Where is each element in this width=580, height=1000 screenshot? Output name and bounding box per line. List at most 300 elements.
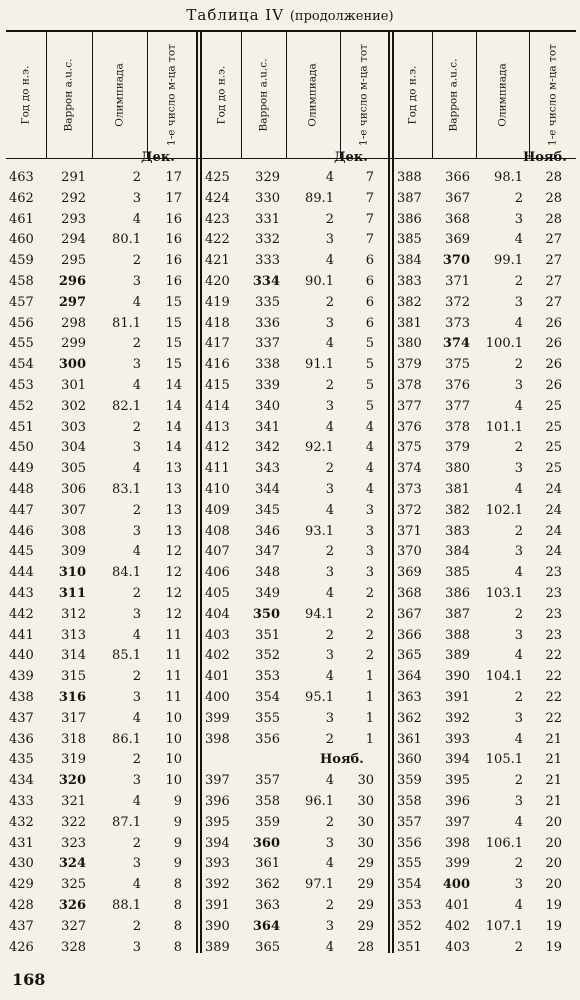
- cell-thoth-day: 22: [545, 669, 562, 685]
- cell-varro-auc: 308: [61, 523, 86, 539]
- cell-thoth-day: 6: [365, 274, 374, 289]
- header-year-bc: [202, 34, 241, 156]
- cell-olympiad: 88.1: [112, 898, 141, 913]
- cell-varro-auc: 323: [61, 835, 86, 851]
- cell-year-bc: 382: [397, 294, 422, 310]
- cell-varro-auc: 377: [445, 398, 470, 414]
- cell-varro-auc: 382: [445, 502, 470, 518]
- cell-thoth-day: 11: [165, 669, 182, 685]
- cell-olympiad: 2: [132, 170, 141, 185]
- cell-olympiad: 80.1: [112, 232, 141, 248]
- cell-year-bc: 404: [205, 606, 230, 622]
- cell-thoth-day: 28: [545, 190, 562, 206]
- cell-thoth-day: 1: [365, 731, 374, 747]
- cell-olympiad: 82.1: [112, 398, 141, 414]
- cell-varro-auc: 376: [445, 378, 470, 393]
- cell-varro-auc: 307: [61, 502, 86, 518]
- cell-year-bc: 426: [9, 939, 34, 955]
- cell-varro-auc: 356: [255, 731, 280, 747]
- cell-thoth-day: 27: [545, 232, 562, 248]
- cell-thoth-day: 13: [165, 523, 182, 539]
- cell-olympiad: 3: [132, 939, 141, 955]
- cell-varro-auc: 336: [255, 315, 280, 331]
- cell-varro-auc: 310: [58, 565, 86, 581]
- cell-varro-auc: 299: [61, 336, 86, 352]
- cell-year-bc: 437: [9, 918, 34, 934]
- cell-varro-auc: 402: [445, 918, 470, 934]
- cell-year-bc: 375: [397, 440, 422, 456]
- cell-olympiad: 2: [132, 502, 141, 518]
- cell-varro-auc: 365: [255, 939, 280, 955]
- cell-thoth-day: 8: [173, 877, 182, 893]
- cell-olympiad: 4: [514, 814, 523, 830]
- cell-thoth-day: 24: [545, 502, 562, 518]
- month-mark: Дек.: [334, 150, 368, 165]
- cell-thoth-day: 1: [365, 669, 374, 685]
- header-year-bc: [394, 34, 432, 156]
- cell-varro-auc: 340: [255, 398, 280, 414]
- cell-olympiad: 3: [325, 835, 334, 851]
- cell-thoth-day: 10: [165, 710, 182, 726]
- cell-varro-auc: 337: [255, 336, 280, 352]
- cell-varro-auc: 297: [58, 294, 86, 310]
- cell-varro-auc: 358: [255, 794, 280, 809]
- header-column-separator: [286, 32, 287, 158]
- cell-olympiad: 3: [132, 690, 141, 705]
- cell-thoth-day: 19: [545, 918, 562, 934]
- cell-thoth-day: 15: [165, 315, 182, 331]
- cell-year-bc: 381: [397, 315, 422, 331]
- cell-year-bc: 459: [9, 253, 34, 269]
- cell-thoth-day: 26: [545, 315, 562, 331]
- cell-varro-auc: 372: [445, 294, 470, 310]
- cell-thoth-day: 21: [545, 731, 562, 747]
- cell-olympiad: 85.1: [112, 648, 141, 664]
- cell-thoth-day: 6: [365, 315, 374, 331]
- cell-thoth-day: 9: [173, 856, 182, 872]
- cell-year-bc: 365: [397, 648, 422, 664]
- cell-year-bc: 424: [205, 190, 230, 206]
- cell-year-bc: 367: [397, 606, 422, 622]
- cell-olympiad: 3: [514, 544, 523, 560]
- cell-year-bc: 458: [9, 274, 34, 289]
- cell-thoth-day: 11: [165, 627, 182, 643]
- cell-year-bc: 376: [397, 419, 422, 435]
- cell-thoth-day: 23: [545, 627, 562, 643]
- cell-olympiad: 2: [132, 586, 141, 601]
- cell-thoth-day: 7: [365, 190, 374, 206]
- cell-year-bc: 454: [9, 357, 34, 373]
- cell-year-bc: 359: [397, 773, 422, 789]
- cell-thoth-day: 20: [545, 835, 562, 851]
- cell-varro-auc: 347: [255, 544, 280, 560]
- cell-varro-auc: 305: [61, 461, 86, 477]
- header-first-of-thoth-text: 1-е число м-ца тот: [165, 44, 177, 146]
- cell-year-bc: 407: [205, 544, 230, 560]
- cell-thoth-day: 4: [365, 419, 374, 435]
- cell-year-bc: 384: [397, 253, 422, 269]
- cell-olympiad: 81.1: [112, 315, 141, 331]
- table-title-main: Таблица IV: [186, 6, 285, 24]
- cell-olympiad: 94.1: [305, 606, 334, 622]
- cell-olympiad: 100.1: [485, 336, 523, 352]
- cell-thoth-day: 28: [545, 211, 562, 227]
- header-olympiad: [476, 34, 529, 156]
- cell-varro-auc: 384: [445, 544, 470, 560]
- header-varro-auc: [432, 34, 476, 156]
- header-olympiad-text: Олимпиада: [306, 63, 319, 127]
- cell-year-bc: 369: [397, 565, 422, 581]
- cell-thoth-day: 20: [545, 877, 562, 893]
- cell-thoth-day: 3: [365, 502, 374, 518]
- cell-olympiad: 2: [132, 669, 141, 685]
- cell-year-bc: 406: [205, 565, 230, 581]
- cell-olympiad: 4: [132, 710, 141, 726]
- cell-varro-auc: 329: [255, 170, 280, 185]
- cell-year-bc: 387: [397, 190, 422, 206]
- header-column-separator: [92, 32, 93, 158]
- cell-thoth-day: 2: [365, 627, 374, 643]
- cell-olympiad: 2: [325, 211, 334, 227]
- cell-olympiad: 3: [514, 794, 523, 809]
- cell-year-bc: 425: [205, 170, 230, 185]
- cell-year-bc: 352: [397, 918, 422, 934]
- cell-varro-auc: 388: [445, 627, 470, 643]
- cell-varro-auc: 291: [61, 170, 86, 185]
- cell-year-bc: 371: [397, 523, 422, 539]
- cell-varro-auc: 370: [442, 253, 470, 269]
- cell-varro-auc: 331: [255, 211, 280, 227]
- cell-olympiad: 2: [132, 419, 141, 435]
- cell-varro-auc: 378: [445, 419, 470, 435]
- header-olympiad: [286, 34, 340, 156]
- month-mark: Дек.: [141, 150, 175, 165]
- cell-year-bc: 451: [9, 419, 34, 435]
- cell-olympiad: 3: [132, 190, 141, 206]
- cell-olympiad: 2: [325, 544, 334, 560]
- cell-thoth-day: 26: [545, 336, 562, 352]
- cell-year-bc: 399: [205, 710, 230, 726]
- cell-olympiad: 4: [132, 794, 141, 809]
- cell-varro-auc: 359: [255, 814, 280, 830]
- cell-varro-auc: 366: [445, 170, 470, 185]
- cell-thoth-day: 24: [545, 544, 562, 560]
- cell-thoth-day: 9: [173, 814, 182, 830]
- cell-thoth-day: 4: [365, 440, 374, 456]
- cell-varro-auc: 320: [58, 773, 86, 789]
- block-divider: [392, 31, 394, 953]
- cell-year-bc: 419: [205, 294, 230, 310]
- cell-olympiad: 2: [514, 939, 523, 955]
- cell-olympiad: 4: [132, 544, 141, 560]
- cell-year-bc: 444: [9, 565, 34, 581]
- cell-thoth-day: 8: [173, 918, 182, 934]
- header-first-of-thoth: [529, 34, 576, 156]
- cell-olympiad: 4: [325, 170, 334, 185]
- cell-year-bc: 355: [397, 856, 422, 872]
- cell-thoth-day: 3: [365, 523, 374, 539]
- cell-thoth-day: 12: [165, 565, 182, 581]
- block-divider: [200, 31, 202, 953]
- cell-year-bc: 408: [205, 523, 230, 539]
- cell-thoth-day: 20: [545, 814, 562, 830]
- cell-year-bc: 363: [397, 690, 422, 705]
- header-column-separator: [340, 32, 341, 158]
- cell-year-bc: 417: [205, 336, 230, 352]
- cell-olympiad: 3: [514, 378, 523, 393]
- cell-thoth-day: 23: [545, 586, 562, 601]
- cell-year-bc: 448: [9, 482, 34, 497]
- cell-olympiad: 93.1: [305, 523, 334, 539]
- cell-thoth-day: 7: [365, 211, 374, 227]
- cell-thoth-day: 14: [165, 419, 182, 435]
- cell-thoth-day: 27: [545, 294, 562, 310]
- cell-thoth-day: 28: [545, 170, 562, 185]
- cell-varro-auc: 387: [445, 606, 470, 622]
- cell-varro-auc: 397: [445, 814, 470, 830]
- cell-olympiad: 4: [325, 253, 334, 269]
- cell-varro-auc: 326: [58, 898, 86, 913]
- cell-year-bc: 452: [9, 398, 34, 414]
- cell-varro-auc: 375: [445, 357, 470, 373]
- cell-year-bc: 361: [397, 731, 422, 747]
- cell-thoth-day: 21: [545, 794, 562, 809]
- month-mark: Нояб.: [523, 150, 567, 165]
- cell-olympiad: 2: [325, 461, 334, 477]
- cell-varro-auc: 374: [442, 336, 470, 352]
- cell-olympiad: 2: [132, 336, 141, 352]
- cell-olympiad: 101.1: [485, 419, 523, 435]
- cell-thoth-day: 9: [173, 835, 182, 851]
- cell-year-bc: 423: [205, 211, 230, 227]
- block-divider: [196, 31, 198, 953]
- cell-olympiad: 3: [325, 648, 334, 664]
- cell-thoth-day: 29: [357, 918, 374, 934]
- cell-year-bc: 403: [205, 627, 230, 643]
- cell-varro-auc: 385: [445, 565, 470, 581]
- cell-olympiad: 92.1: [305, 440, 334, 456]
- cell-varro-auc: 400: [442, 877, 470, 893]
- cell-olympiad: 89.1: [305, 190, 334, 206]
- cell-varro-auc: 292: [61, 190, 86, 206]
- cell-year-bc: 378: [397, 378, 422, 393]
- cell-thoth-day: 13: [165, 461, 182, 477]
- header-varro-auc-text: Варрон a.u.c.: [257, 58, 269, 132]
- cell-olympiad: 3: [325, 565, 334, 581]
- cell-thoth-day: 14: [165, 378, 182, 393]
- cell-thoth-day: 15: [165, 336, 182, 352]
- cell-varro-auc: 357: [255, 773, 280, 789]
- cell-varro-auc: 403: [445, 939, 470, 955]
- cell-thoth-day: 23: [545, 565, 562, 581]
- cell-olympiad: 4: [325, 773, 334, 789]
- cell-olympiad: 2: [514, 856, 523, 872]
- cell-thoth-day: 16: [165, 211, 182, 227]
- cell-varro-auc: 316: [58, 690, 86, 705]
- cell-olympiad: 2: [132, 835, 141, 851]
- cell-varro-auc: 395: [445, 773, 470, 789]
- cell-varro-auc: 328: [61, 939, 86, 955]
- cell-thoth-day: 24: [545, 482, 562, 497]
- cell-thoth-day: 2: [365, 648, 374, 664]
- cell-year-bc: 436: [9, 731, 34, 747]
- cell-varro-auc: 303: [61, 419, 86, 435]
- cell-varro-auc: 332: [255, 232, 280, 248]
- cell-varro-auc: 314: [61, 648, 86, 664]
- cell-olympiad: 3: [325, 398, 334, 414]
- cell-year-bc: 362: [397, 710, 422, 726]
- cell-thoth-day: 30: [357, 814, 374, 830]
- cell-thoth-day: 22: [545, 710, 562, 726]
- cell-varro-auc: 354: [255, 690, 280, 705]
- cell-varro-auc: 360: [252, 835, 280, 851]
- cell-varro-auc: 338: [255, 357, 280, 373]
- cell-olympiad: 99.1: [494, 253, 523, 269]
- cell-year-bc: 409: [205, 502, 230, 518]
- cell-olympiad: 4: [132, 294, 141, 310]
- cell-olympiad: 104.1: [485, 669, 523, 685]
- cell-olympiad: 2: [514, 606, 523, 622]
- cell-year-bc: 457: [9, 294, 34, 310]
- cell-varro-auc: 371: [445, 274, 470, 289]
- cell-varro-auc: 383: [445, 523, 470, 539]
- cell-thoth-day: 7: [365, 170, 374, 185]
- cell-varro-auc: 368: [445, 211, 470, 227]
- cell-olympiad: 3: [132, 440, 141, 456]
- header-column-separator: [46, 32, 47, 158]
- cell-olympiad: 3: [514, 211, 523, 227]
- cell-olympiad: 3: [325, 232, 334, 248]
- cell-olympiad: 3: [514, 877, 523, 893]
- header-first-of-thoth-text: 1-е число м-ца тот: [357, 44, 370, 146]
- cell-year-bc: 441: [9, 627, 34, 643]
- cell-varro-auc: 327: [61, 918, 86, 934]
- cell-year-bc: 434: [9, 773, 34, 789]
- cell-year-bc: 413: [205, 419, 230, 435]
- cell-thoth-day: 1: [365, 690, 374, 705]
- cell-year-bc: 400: [205, 690, 230, 705]
- page-number: 168: [12, 970, 46, 989]
- cell-thoth-day: 23: [545, 606, 562, 622]
- cell-olympiad: 106.1: [485, 835, 523, 851]
- cell-olympiad: 3: [325, 710, 334, 726]
- cell-varro-auc: 394: [445, 752, 470, 768]
- cell-year-bc: 438: [9, 690, 34, 705]
- cell-thoth-day: 14: [165, 440, 182, 456]
- cell-varro-auc: 362: [255, 877, 280, 893]
- cell-thoth-day: 25: [545, 398, 562, 414]
- header-first-of-thoth-text: 1-е число м-ца тот: [546, 44, 558, 146]
- header-first-of-thoth: [147, 34, 196, 156]
- cell-olympiad: 4: [132, 211, 141, 227]
- cell-varro-auc: 333: [255, 253, 280, 269]
- header-olympiad-text: Олимпиада: [113, 63, 125, 127]
- cell-year-bc: 446: [9, 523, 34, 539]
- cell-varro-auc: 341: [255, 419, 280, 435]
- cell-olympiad: 3: [132, 856, 141, 872]
- cell-varro-auc: 396: [445, 794, 470, 809]
- cell-olympiad: 105.1: [485, 752, 523, 768]
- cell-olympiad: 2: [325, 731, 334, 747]
- header-first-of-thoth: [340, 34, 388, 156]
- cell-olympiad: 3: [132, 274, 141, 289]
- cell-olympiad: 4: [132, 461, 141, 477]
- cell-thoth-day: 3: [365, 544, 374, 560]
- cell-thoth-day: 5: [365, 378, 374, 393]
- cell-olympiad: 107.1: [485, 918, 523, 934]
- cell-olympiad: 4: [325, 669, 334, 685]
- cell-year-bc: 401: [205, 669, 230, 685]
- cell-olympiad: 2: [514, 190, 523, 206]
- cell-thoth-day: 29: [357, 877, 374, 893]
- cell-olympiad: 2: [514, 773, 523, 789]
- cell-olympiad: 90.1: [305, 274, 334, 289]
- cell-thoth-day: 21: [545, 773, 562, 789]
- cell-varro-auc: 390: [445, 669, 470, 685]
- cell-year-bc: 462: [9, 190, 34, 206]
- cell-thoth-day: 12: [165, 606, 182, 622]
- cell-year-bc: 366: [397, 627, 422, 643]
- cell-thoth-day: 30: [357, 773, 374, 789]
- cell-year-bc: 450: [9, 440, 34, 456]
- cell-thoth-day: 4: [365, 482, 374, 497]
- cell-varro-auc: 393: [445, 731, 470, 747]
- cell-thoth-day: 27: [545, 253, 562, 269]
- cell-olympiad: 2: [132, 752, 141, 768]
- cell-olympiad: 4: [514, 565, 523, 581]
- cell-varro-auc: 319: [61, 752, 86, 768]
- header-varro-auc: [241, 34, 286, 156]
- cell-varro-auc: 379: [445, 440, 470, 456]
- cell-thoth-day: 6: [365, 253, 374, 269]
- cell-olympiad: 4: [514, 482, 523, 497]
- cell-olympiad: 2: [514, 523, 523, 539]
- cell-thoth-day: 15: [165, 357, 182, 373]
- cell-year-bc: 440: [9, 648, 34, 664]
- cell-varro-auc: 325: [61, 877, 86, 893]
- cell-thoth-day: 16: [165, 232, 182, 248]
- cell-thoth-day: 13: [165, 502, 182, 518]
- cell-varro-auc: 342: [255, 440, 280, 456]
- cell-varro-auc: 361: [255, 856, 280, 872]
- cell-olympiad: 4: [132, 627, 141, 643]
- cell-thoth-day: 27: [545, 274, 562, 289]
- cell-olympiad: 3: [514, 710, 523, 726]
- cell-olympiad: 97.1: [305, 877, 334, 893]
- cell-year-bc: 428: [9, 898, 34, 913]
- cell-varro-auc: 386: [445, 586, 470, 601]
- cell-olympiad: 4: [514, 398, 523, 414]
- cell-year-bc: 410: [205, 482, 230, 497]
- cell-thoth-day: 5: [365, 336, 374, 352]
- cell-thoth-day: 20: [545, 856, 562, 872]
- cell-varro-auc: 298: [61, 315, 86, 331]
- cell-varro-auc: 295: [61, 253, 86, 269]
- cell-olympiad: 87.1: [112, 814, 141, 830]
- cell-olympiad: 4: [325, 502, 334, 518]
- cell-year-bc: 394: [205, 835, 230, 851]
- cell-thoth-day: 5: [365, 398, 374, 414]
- cell-olympiad: 2: [325, 294, 334, 310]
- cell-varro-auc: 380: [445, 461, 470, 477]
- header-column-separator: [241, 32, 242, 158]
- cell-thoth-day: 29: [357, 856, 374, 872]
- cell-varro-auc: 322: [61, 814, 86, 830]
- cell-varro-auc: 348: [255, 565, 280, 581]
- cell-olympiad: 2: [514, 690, 523, 705]
- header-column-separator: [476, 32, 477, 158]
- cell-year-bc: 395: [205, 814, 230, 830]
